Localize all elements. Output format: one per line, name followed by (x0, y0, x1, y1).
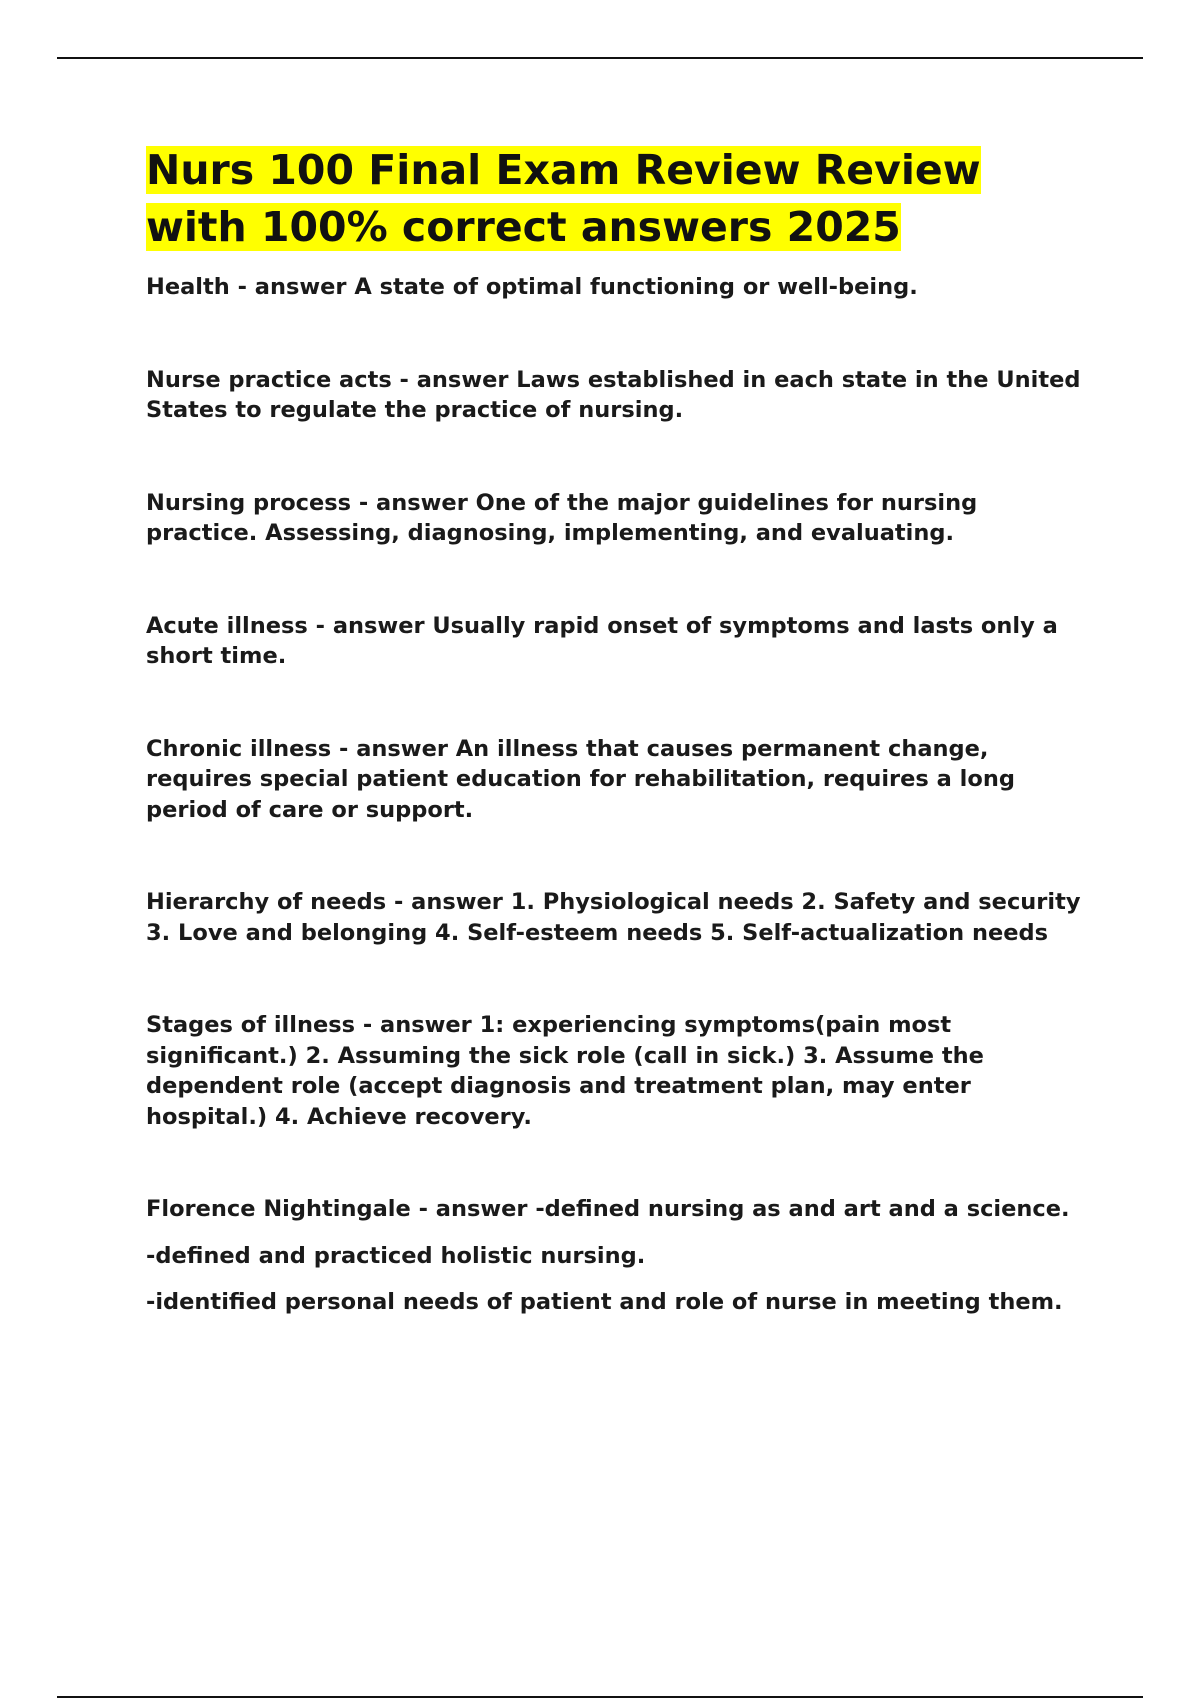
qa-term-answer: Chronic illness - answer An illness that causes permanent change, requires special patient education for rehabilitation, requires a long period of care or support. (146, 735, 1015, 823)
qa-answer-point: -identified personal needs of patient and role of nurse in meeting them. (146, 1289, 1063, 1315)
qa-entry (146, 611, 1086, 672)
qa-term-answer: Stages of illness - answer 1: experiencing symptoms(pain most significant.) 2. Assuming the sick role (call in sick.) 3. Assume the dependent role (accept diagnosis and treatment plan, may enter hospital.) 4. Achieve recovery. (146, 1012, 984, 1130)
qa-entry (146, 272, 1086, 303)
qa-list (146, 272, 1086, 1318)
document-title (146, 142, 1086, 256)
qa-entry (146, 1010, 1086, 1132)
document-title-highlight: Nurs 100 Final Exam Review Review with 100% correct answers 2025 (146, 146, 981, 251)
qa-term-answer: Health - answer A state of optimal functioning or well-being. (146, 274, 918, 300)
document-body (146, 142, 1086, 1318)
qa-entry (146, 365, 1086, 426)
qa-answer-point: -defined and practiced holistic nursing. (146, 1242, 646, 1269)
header-rule (57, 57, 1143, 59)
qa-term-answer: Florence Nightingale - answer -defined nursing as and art and a science. (146, 1196, 1070, 1222)
qa-entry (146, 488, 1086, 549)
qa-term-answer: Nursing process - answer One of the major guidelines for nursing practice. Assessing, diagnosing, implementing, and evaluating. (146, 489, 978, 546)
qa-term-answer: Nurse practice acts - answer Laws established in each state in the United States to regulate the practice of nursing. (146, 366, 1081, 423)
footer-rule (57, 1696, 1143, 1698)
qa-entry (146, 1194, 1086, 1318)
qa-entry (146, 887, 1086, 948)
qa-term-answer: Acute illness - answer Usually rapid onset of symptoms and lasts only a short time. (146, 612, 1058, 669)
qa-term-answer: Hierarchy of needs - answer 1. Physiological needs 2. Safety and security 3. Love and belonging 4. Self-esteem needs 5. Self-actualization needs (146, 889, 1081, 946)
qa-entry (146, 734, 1086, 826)
